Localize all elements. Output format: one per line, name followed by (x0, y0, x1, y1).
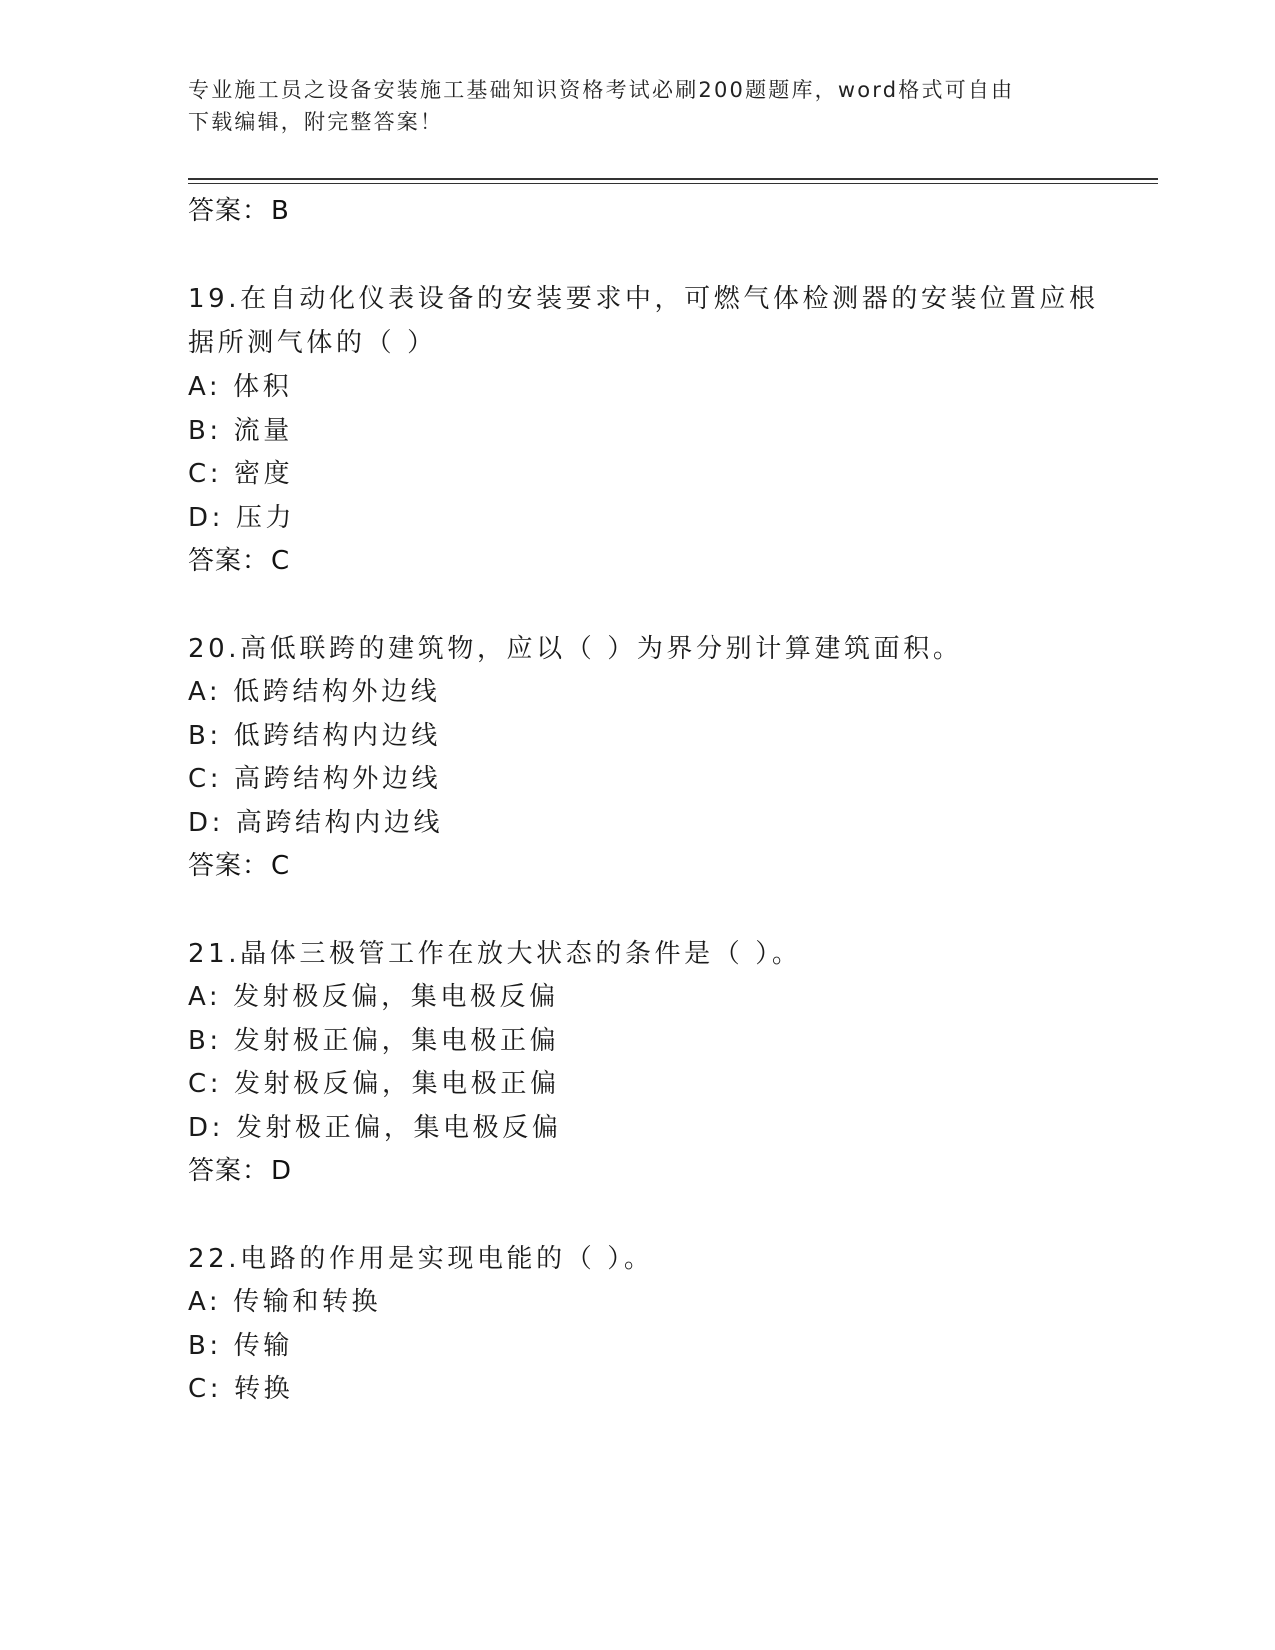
question-21-option-a: A: 发射极反偏，集电极反偏 (188, 982, 559, 1012)
question-22-stem: 22.电路的作用是实现电能的（ ）。 (188, 1244, 654, 1274)
header-line-2: 下载编辑，附完整答案！ (188, 110, 444, 134)
question-21-answer (188, 1150, 292, 1187)
document-header (188, 74, 1088, 138)
answer-value: C (271, 851, 291, 881)
question-20-option-a: A: 低跨结构外边线 (188, 677, 441, 707)
question-20-option-d: D: 高跨结构内边线 (188, 808, 444, 838)
question-20-stem: 20.高低联跨的建筑物，应以（ ）为界分别计算建筑面积。 (188, 634, 963, 664)
question-21-option-b: B: 发射极正偏，集电极正偏 (188, 1026, 560, 1056)
question-20-option-b: B: 低跨结构内边线 (188, 721, 441, 751)
answer-value: B (271, 196, 290, 226)
question-21-stem: 21.晶体三极管工作在放大状态的条件是（ ）。 (188, 939, 802, 969)
question-22-option-c: C: 转换 (188, 1374, 294, 1404)
question-19-option-c: C: 密度 (188, 459, 294, 489)
question-19-stem-line-1: 19.在自动化仪表设备的安装要求中，可燃气体检测器的安装位置应根 (188, 284, 1099, 314)
answer-label: 答案： (188, 851, 270, 881)
answer-label: 答案： (188, 546, 270, 576)
question-22-option-b: B: 传输 (188, 1331, 293, 1361)
header-line-1: 专业施工员之设备安装施工基础知识资格考试必刷200题题库，word格式可自由 (188, 78, 1015, 102)
question-19-option-b: B: 流量 (188, 416, 293, 446)
answer-value: C (271, 546, 291, 576)
question-19-option-d: D: 压力 (188, 503, 296, 533)
header-divider-thin (188, 183, 1158, 184)
answer-value: D (271, 1156, 293, 1186)
question-19-option-a: A: 体积 (188, 372, 293, 402)
question-22-option-a: A: 传输和转换 (188, 1287, 382, 1317)
answer-label: 答案： (188, 196, 270, 226)
question-19-answer (188, 540, 290, 577)
question-21-option-c: C: 发射极反偏，集电极正偏 (188, 1069, 560, 1099)
question-20-answer (188, 845, 290, 882)
question-19-stem-line-2: 据所测气体的（ ） (188, 328, 437, 358)
answer-label: 答案： (188, 1156, 270, 1186)
header-divider-thick (188, 178, 1158, 180)
question-21-option-d: D: 发射极正偏，集电极反偏 (188, 1113, 562, 1143)
question-20-option-c: C: 高跨结构外边线 (188, 764, 442, 794)
answer-prev (188, 190, 290, 227)
